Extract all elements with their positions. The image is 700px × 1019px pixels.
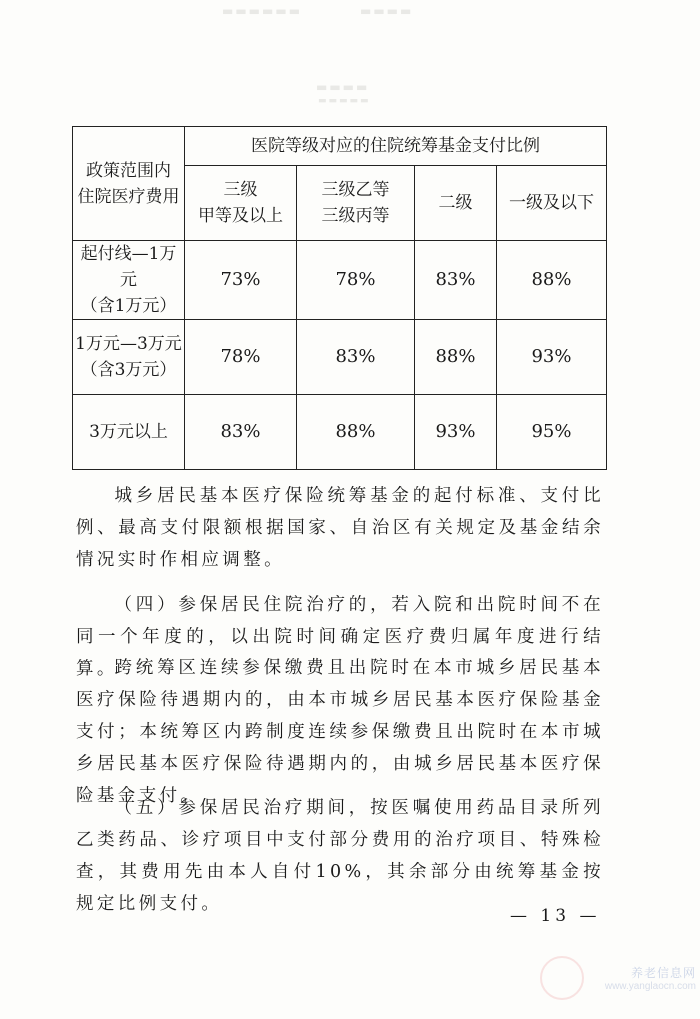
- ratio-cell: 73%: [185, 241, 297, 320]
- paragraph-cross-region: 跨统筹区连续参保缴费且出院时在本市城乡居民基本医疗保险待遇期内的，由本市城乡居民基本医疗保险基金支付；本统筹区内跨制度连续参保缴费且出院时在本市城乡居民基本医疗保险待遇期内的，由城乡居民基本医疗保险基金支付。: [76, 658, 604, 806]
- paragraph-adjustment: 城乡居民基本医疗保险统筹基金的起付标准、支付比例、最高支付限额根据国家、自治区有关规定及基金结余情况实时作相应调整。: [76, 486, 604, 570]
- table-row: [73, 395, 607, 470]
- column-header-cell: [497, 166, 607, 241]
- group-header-cell: 医院等级对应的住院统筹基金支付比例: [185, 127, 607, 166]
- row-label-text: 1万元—3万元 （含3万元）: [75, 334, 182, 380]
- row-label-text: 3万元以上: [89, 422, 168, 442]
- table-row: [73, 241, 607, 320]
- row-header-text: 政策范围内 住院医疗费用: [77, 160, 180, 207]
- table-row: [73, 320, 607, 395]
- ratio-cell: 95%: [497, 395, 607, 470]
- row-label-cell: [73, 241, 185, 320]
- ratio-cell: 93%: [415, 395, 497, 470]
- ratio-cell: 83%: [185, 395, 297, 470]
- ratio-cell: 78%: [297, 241, 415, 320]
- column-header-cell: [297, 166, 415, 241]
- bleed-through-mark: ▬▬▬▬▬: [318, 96, 371, 106]
- ratio-cell: 88%: [497, 241, 607, 320]
- row-label-cell: [73, 320, 185, 395]
- column-header-text: 二级: [438, 193, 473, 213]
- page-number: — 13 —: [510, 906, 601, 926]
- ratio-cell: 88%: [415, 320, 497, 395]
- bleed-through-mark: ▬▬▬▬: [316, 80, 370, 94]
- column-header-text: 一级及以下: [509, 193, 594, 213]
- column-header-text: 三级 甲等及以上: [198, 180, 283, 226]
- column-header-cell: [185, 166, 297, 241]
- watermark-title: 养老信息网: [630, 966, 696, 980]
- reimbursement-ratio-table: [72, 126, 607, 470]
- ratio-cell: 83%: [415, 241, 497, 320]
- column-header-text: 三级乙等 三级丙等: [321, 180, 390, 226]
- ratio-cell: 88%: [297, 395, 415, 470]
- bleed-through-mark: ▬▬▬▬▬▬: [222, 4, 303, 18]
- ratio-cell: 78%: [185, 320, 297, 395]
- paragraph-settlement-year: （四）参保居民住院治疗的，若入院和出院时间不在同一个年度的，以出院时间确定医疗费归属年度进行结算。: [76, 595, 604, 679]
- watermark: [566, 964, 696, 992]
- bleed-through-mark: ▬▬▬▬: [360, 4, 414, 18]
- row-label-cell: [73, 395, 185, 470]
- watermark-url: www.yanglaocn.com: [604, 981, 696, 992]
- ratio-cell: 93%: [497, 320, 607, 395]
- row-header-cell: [73, 127, 185, 241]
- ratio-cell: 83%: [297, 320, 415, 395]
- column-header-cell: [415, 166, 497, 241]
- row-label-text: 起付线—1万元 （含1万元）: [80, 244, 177, 316]
- paragraph-self-pay: （五）参保居民治疗期间，按医嘱使用药品目录所列乙类药品、诊疗项目中支付部分费用的治疗项目、特殊检查，其费用先由本人自付10%，其余部分由统筹基金按规定比例支付。: [76, 798, 604, 914]
